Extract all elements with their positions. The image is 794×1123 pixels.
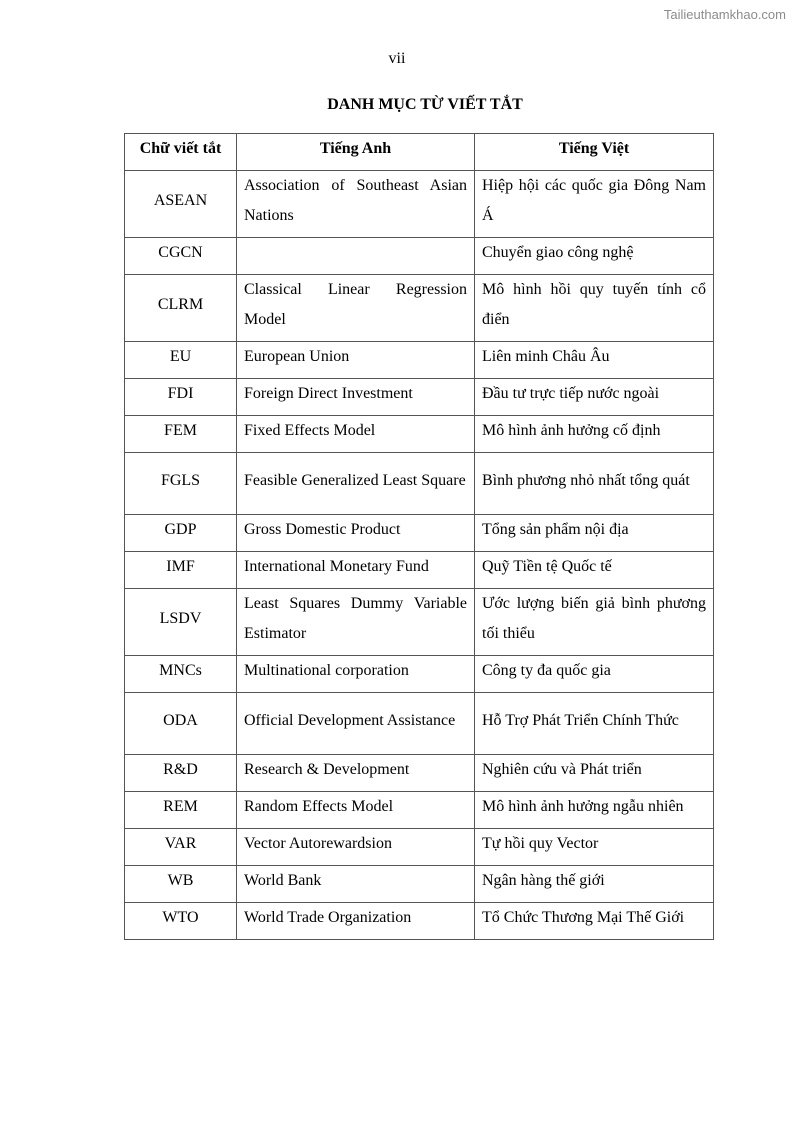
table-row	[125, 171, 714, 238]
abbreviation-cell: EU	[125, 342, 237, 379]
table-row	[125, 552, 714, 589]
abbreviation-cell: FEM	[125, 416, 237, 453]
vietnamese-term-cell: Quỹ Tiền tệ Quốc tế	[475, 552, 714, 589]
abbreviation-cell: R&D	[125, 755, 237, 792]
abbreviation-cell: WB	[125, 866, 237, 903]
abbreviation-cell: LSDV	[125, 589, 237, 656]
vietnamese-term-cell: Đầu tư trực tiếp nước ngoài	[475, 379, 714, 416]
abbreviation-cell: CLRM	[125, 275, 237, 342]
abbreviation-cell: VAR	[125, 829, 237, 866]
abbreviation-cell: ODA	[125, 693, 237, 755]
vietnamese-term-cell: Công ty đa quốc gia	[475, 656, 714, 693]
watermark: Tailieuthamkhao.com	[663, 7, 786, 22]
vietnamese-term-cell: Liên minh Châu Âu	[475, 342, 714, 379]
english-term-cell: Multinational corporation	[237, 656, 475, 693]
english-term-cell: Official Development Assistance	[237, 693, 475, 755]
vietnamese-term-cell: Hỗ Trợ Phát Triển Chính Thức	[475, 693, 714, 755]
abbreviation-table	[124, 133, 714, 940]
table-row	[125, 693, 714, 755]
table-row	[125, 342, 714, 379]
table-row	[125, 755, 714, 792]
abbreviation-cell: ASEAN	[125, 171, 237, 238]
table-row	[125, 515, 714, 552]
english-term-cell: Least Squares Dummy Variable Estimator	[237, 589, 475, 656]
english-term-cell: International Monetary Fund	[237, 552, 475, 589]
english-term-cell: Feasible Generalized Least Square	[237, 453, 475, 515]
table-row	[125, 238, 714, 275]
vietnamese-term-cell: Ngân hàng thế giới	[475, 866, 714, 903]
abbreviation-cell: REM	[125, 792, 237, 829]
vietnamese-term-cell: Mô hình ảnh hưởng ngẫu nhiên	[475, 792, 714, 829]
english-term-cell: Association of Southeast Asian Nations	[237, 171, 475, 238]
page-number: vii	[388, 50, 406, 67]
english-term-cell: Gross Domestic Product	[237, 515, 475, 552]
abbreviation-cell: MNCs	[125, 656, 237, 693]
vietnamese-term-cell: Mô hình hồi quy tuyến tính cổ điển	[475, 275, 714, 342]
table-header-row	[125, 134, 714, 171]
vietnamese-term-cell: Tổ Chức Thương Mại Thế Giới	[475, 903, 714, 940]
header-vietnamese: Tiếng Việt	[475, 134, 714, 171]
table-row	[125, 829, 714, 866]
english-term-cell: Classical Linear Regression Model	[237, 275, 475, 342]
abbreviation-cell: FGLS	[125, 453, 237, 515]
vietnamese-term-cell: Hiệp hội các quốc gia Đông Nam Á	[475, 171, 714, 238]
abbreviation-cell: IMF	[125, 552, 237, 589]
english-term-cell: Fixed Effects Model	[237, 416, 475, 453]
table-row	[125, 792, 714, 829]
header-abbreviation: Chữ viết tắt	[125, 134, 237, 171]
page-title: DANH MỤC TỪ VIẾT TẮT	[327, 96, 523, 113]
english-term-cell: Foreign Direct Investment	[237, 379, 475, 416]
abbreviation-cell: GDP	[125, 515, 237, 552]
vietnamese-term-cell: Nghiên cứu và Phát triển	[475, 755, 714, 792]
vietnamese-term-cell: Tổng sản phẩm nội địa	[475, 515, 714, 552]
vietnamese-term-cell: Mô hình ảnh hưởng cố định	[475, 416, 714, 453]
abbreviation-cell: FDI	[125, 379, 237, 416]
english-term-cell: Research & Development	[237, 755, 475, 792]
vietnamese-term-cell: Tự hồi quy Vector	[475, 829, 714, 866]
vietnamese-term-cell: Bình phương nhỏ nhất tổng quát	[475, 453, 714, 515]
header-english: Tiếng Anh	[237, 134, 475, 171]
english-term-cell	[237, 238, 475, 275]
vietnamese-term-cell: Chuyển giao công nghệ	[475, 238, 714, 275]
english-term-cell: European Union	[237, 342, 475, 379]
abbreviation-cell: WTO	[125, 903, 237, 940]
english-term-cell: Vector Autorewardsion	[237, 829, 475, 866]
table-row	[125, 866, 714, 903]
english-term-cell: World Bank	[237, 866, 475, 903]
table-row	[125, 275, 714, 342]
table-row	[125, 589, 714, 656]
table-row	[125, 416, 714, 453]
vietnamese-term-cell: Ước lượng biến giả bình phương tối thiểu	[475, 589, 714, 656]
table-row	[125, 379, 714, 416]
table-row	[125, 656, 714, 693]
english-term-cell: World Trade Organization	[237, 903, 475, 940]
table-row	[125, 453, 714, 515]
table-row	[125, 903, 714, 940]
english-term-cell: Random Effects Model	[237, 792, 475, 829]
abbreviation-cell: CGCN	[125, 238, 237, 275]
